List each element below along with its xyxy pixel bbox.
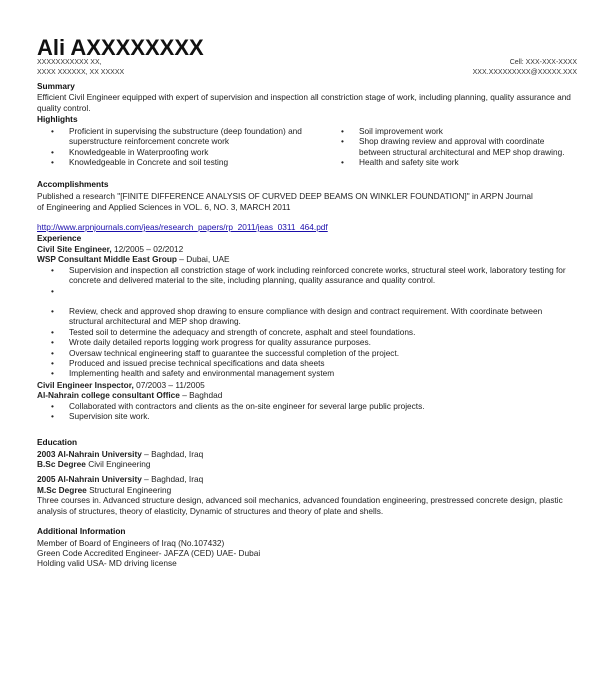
list-item: • Tested soil to determine the adequacy and strength of concrete, asphalt and steel foundations.: [37, 327, 577, 337]
accomplishments-heading: Accomplishments: [37, 179, 109, 189]
list-item: • Oversaw technical engineering staff to guarantee the successful completion of the project.: [37, 348, 577, 358]
job-location: – Baghdad: [179, 390, 223, 400]
address-line-1: XXXXXXXXXXX XX,: [37, 59, 102, 66]
list-item: • Soil improvement work: [327, 126, 577, 136]
job-bullets: [37, 401, 577, 422]
list-item: • Health and safety site work: [327, 157, 577, 167]
list-item: • Collaborated with contractors and clients as the on-site engineer for several large public projects.: [37, 401, 577, 411]
job-bullets-continued: [37, 306, 577, 379]
list-item: • Wrote daily detailed reports logging work progress for quality assurance purposes.: [37, 337, 577, 347]
education-degree-line: [37, 459, 577, 470]
job-company: WSP Consultant Middle East Group: [37, 254, 177, 264]
job-title-line: [37, 380, 577, 391]
accomplishments-text: Published a research "[FINITE DIFFERENCE ANALYSIS OF CURVED DEEP BEAMS ON WINKLER FOUNDATION]" in ARPN Journal of Engineering and Applied Sciences in VOL. 6, NO. 3, MARCH 2011: [37, 191, 533, 212]
education-school-line: [37, 474, 577, 485]
job-location: – Dubai, UAE: [176, 254, 230, 264]
job-title: Civil Site Engineer,: [37, 244, 112, 254]
list-item: • Produced and issued precise technical specifications and data sheets: [37, 358, 577, 368]
education-school: 2003 Al-Nahrain University: [37, 449, 142, 459]
address-line-2: XXXX XXXXXX, XX XXXXX: [37, 69, 125, 76]
candidate-name: Ali AXXXXXXXX: [37, 35, 204, 60]
education-degree-line: [37, 485, 577, 496]
job-company: Al-Nahrain college consultant Office: [37, 390, 180, 400]
highlights-right-list: [327, 126, 577, 168]
job-company-line: [37, 254, 577, 265]
job-title: Civil Engineer Inspector,: [37, 380, 134, 390]
list-item: • Proficient in supervising the substructure (deep foundation) and superstructure reinforcement concrete work: [37, 126, 305, 147]
additional-info-line: Member of Board of Engineers of Iraq (No.107432): [37, 538, 225, 548]
list-item: • Supervision and inspection all constriction stage of work including reinforced concrete works, structural steel work, laboratory testing for concrete and delivered material to the site, including planning, quality assurance and quality control.: [37, 265, 577, 286]
additional-info-heading: Additional Information: [37, 526, 126, 536]
education-degree: B.Sc Degree: [37, 459, 86, 469]
research-paper-link[interactable]: http://www.arpnjournals.com/jeas/research_papers/rp_2011/jeas_0311_464.pdf: [37, 222, 328, 232]
additional-info-line: Green Code Accredited Engineer- JAFZA (CED) UAE- Dubai: [37, 548, 261, 558]
education-details: Three courses in. Advanced structure design, advanced soil mechanics, advanced foundation engineering, prestressed concrete design, plastic analysis of structures, theory of elasticity, Dynamic of structures and theory of plate and shells.: [37, 495, 563, 516]
email-address: XXX.XXXXXXXXX@XXXXX.XXX: [472, 69, 577, 76]
job-title-line: [37, 244, 577, 255]
job-bullets: [37, 265, 577, 296]
cell-phone: Cell: XXX-XXX-XXXX: [509, 59, 577, 66]
address-block: [37, 58, 124, 78]
education-location: – Baghdad, Iraq: [141, 474, 204, 484]
education-school-line: [37, 449, 577, 460]
list-item: • Implementing health and safety and environmental management system: [37, 368, 577, 378]
job-company-line: [37, 390, 577, 401]
education-field: Structural Engineering: [86, 485, 172, 495]
education-field: Civil Engineering: [85, 459, 151, 469]
highlights-heading: Highlights: [37, 114, 78, 124]
education-school: 2005 Al-Nahrain University: [37, 474, 142, 484]
education-location: – Baghdad, Iraq: [141, 449, 204, 459]
job-dates: 07/2003 – 11/2005: [136, 380, 205, 390]
experience-heading: Experience: [37, 233, 82, 243]
education-degree: M.Sc Degree: [37, 485, 87, 495]
list-item: [37, 286, 577, 296]
list-item: • Shop drawing review and approval with coordinate between structural architectural and MEP shop drawing.: [327, 136, 577, 157]
job-dates: 12/2005 – 02/2012: [114, 244, 184, 254]
contact-block: [473, 58, 577, 78]
list-item: • Supervision site work.: [37, 411, 577, 421]
additional-info-line: Holding valid USA- MD driving license: [37, 558, 177, 568]
education-heading: Education: [37, 437, 78, 447]
list-item: • Knowledgeable in Waterproofing work: [37, 147, 305, 157]
list-item: • Review, check and approved shop drawing to ensure compliance with design and contract requirement. With coordinate between structural architectural and MEP shop drawing.: [37, 306, 577, 327]
list-item: • Knowledgeable in Concrete and soil testing: [37, 157, 305, 167]
summary-text: Efficient Civil Engineer equipped with expert of supervision and inspection all constriction stage of work, including planning, quality assurance and quality control.: [37, 92, 571, 113]
summary-heading: Summary: [37, 81, 75, 91]
highlights-left-list: [37, 126, 305, 168]
